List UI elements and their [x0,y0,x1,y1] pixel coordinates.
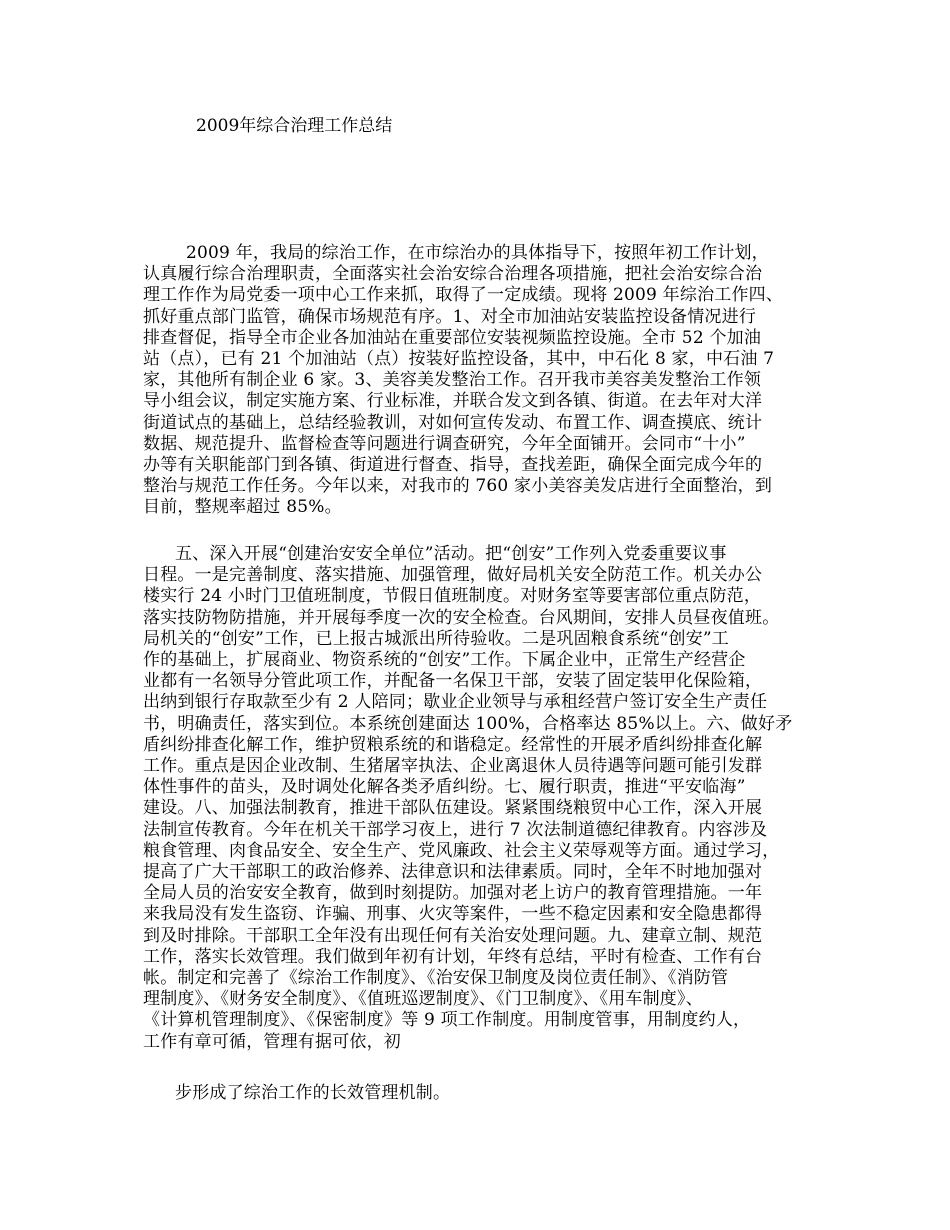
paragraph-2-line: 来我局没有发生盗窃、诈骗、刑事、火灾等案件，一些不稳定因素和安全隐患都得 [143,904,763,925]
paragraph-2-line: 工作有章可循，管理有据可依，初 [143,1031,401,1052]
paragraph-1-line: 2009 年，我局的综治工作，在市综治办的具体指导下，按照年初工作计划， [186,243,769,263]
paragraph-1-line: 认真履行综合治理职责，全面落实社会治安综合治理各项措施，把社会治安综合治 [143,264,763,285]
paragraph-1-line: 家，其他所有制企业 6 家。3、美容美发整治工作。召开我市美容美发整治工作领 [143,370,762,391]
paragraph-1-line: 理工作作为局党委一项中心工作来抓，取得了一定成绩。现将 2009 年综治工作四、 [143,285,784,306]
paragraph-2-line: 建设。八、加强法制教育，推进干部队伍建设。紧紧围绕粮贸中心工作，深入开展 [143,798,763,819]
paragraph-2-line: 工作。重点是因企业改制、生猪屠宰执法、企业离退休人员待遇等问题可能引发群 [143,756,763,776]
paragraph-1-line: 站（点），已有 21 个加油站（点）按装好监控设备，其中，中石化 8 家，中石油 7 [143,349,775,369]
paragraph-2-line: 局机关的“创安”工作，已上报古城派出所待验收。二是巩固粮食系统“创安”工 [143,628,729,649]
paragraph-2-line: 法制宣传教育。今年在机关干部学习夜上，进行 7 次法制道德纪律教育。内容涉及 [143,819,768,840]
paragraph-2-line: 到及时排除。干部职工全年没有出现任何有关治安处理问题。九、建章立制、规范 [143,925,763,946]
paragraph-1-line: 排查督促，指导全市企业各加油站在重要部位安装视频监控设施。全市 52 个加油 [143,327,762,348]
paragraph-2-line: 理制度》、《财务安全制度》、《值班巡逻制度》、《门卫制度》、《用车制度》、 [143,989,703,1010]
paragraph-1-line: 整治与规范工作任务。今年以来，对我市的 760 家小美容美发店进行全面整治，到 [143,476,773,497]
paragraph-2-line: 盾纠纷排查化解工作，维护贸粮系统的和谐稳定。经常性的开展矛盾纠纷排查化解 [143,734,763,755]
paragraph-2-line: 作的基础上，扩展商业、物资系统的“创安”工作。下属企业中，正常生产经营企 [143,650,746,670]
paragraph-2-line: 书，明确责任，落实到位。本系统创建面达 100%，合格率达 85%以上。六、做好矛 [143,713,793,734]
paragraph-2-line: 帐。制定和完善了《综治工作制度》、《治安保卫制度及岗位责任制》、《消防管 [143,968,729,988]
paragraph-1-line: 导小组会议，制定实施方案、行业标准，并联合发文到各镇、街道。在去年对大洋 [143,391,763,412]
paragraph-1-line: 数据、规范提升、监督检查等问题进行调查研究，今年全面铺开。会同市“十小” [143,433,746,454]
paragraph-1-line: 目前，整规率超过 85%。 [143,497,342,518]
paragraph-2-line: 工作，落实长效管理。我们做到年初有计划，年终有总结，平时有检查、工作有台 [143,946,763,967]
paragraph-2-line: 落实技防物防措施，并开展每季度一次的安全检查。台风期间，安排人员昼夜值班。 [143,607,780,628]
paragraph-2-line: 五、深入开展“创建治安安全单位”活动。把“创安”工作列入党委重要议事 [175,544,727,564]
paragraph-1-line: 抓好重点部门监管，确保市场规范有序。1、对全市加油站安装监控设备情况进行 [143,306,757,327]
paragraph-1-line: 街道试点的基础上，总结经验教训，对如何宣传发动、布置工作、调查摸底、统计 [143,412,763,433]
paragraph-2-line: 《计算机管理制度》、《保密制度》等 9 项工作制度。用制度管事，用制度约人， [143,1010,751,1031]
document-title: 2009年综合治理工作总结 [196,116,393,136]
paragraph-1-line: 办等有关职能部门到各镇、街道进行督查、指导，查找差距，确保全面完成今年的 [143,455,763,475]
paragraph-2-line: 出纳到银行存取款至少有 2 人陪同；歇业企业领导与承租经营户签订安全生产责任 [143,692,768,713]
paragraph-2-line: 全局人员的治安安全教育，做到时刻提防。加强对老上访户的教育管理措施。一年 [143,883,763,904]
paragraph-2-line: 体性事件的苗头，及时调处化解各类矛盾纠纷。七、履行职责，推进“平安临海” [143,777,746,798]
paragraph-2-line: 粮食管理、肉食品安全、安全生产、党风廉政、社会主义荣辱观等方面。通过学习， [143,840,780,861]
paragraph-2-line: 楼实行 24 小时门卫值班制度，节假日值班制度。对财务室等要害部位重点防范， [143,586,762,607]
paragraph-2-line: 业都有一名领导分管此项工作，并配备一名保卫干部，安装了固定装甲化保险箱， [143,671,763,692]
paragraph-3-line: 步形成了综治工作的长效管理机制。 [175,1083,451,1103]
paragraph-2-line: 提高了广大干部职工的政治修养、法律意识和法律素质。同时，全年不时地加强对 [143,862,763,882]
paragraph-2-line: 日程。一是完善制度、落实措施、加强管理，做好局机关安全防范工作。机关办公 [143,565,763,586]
